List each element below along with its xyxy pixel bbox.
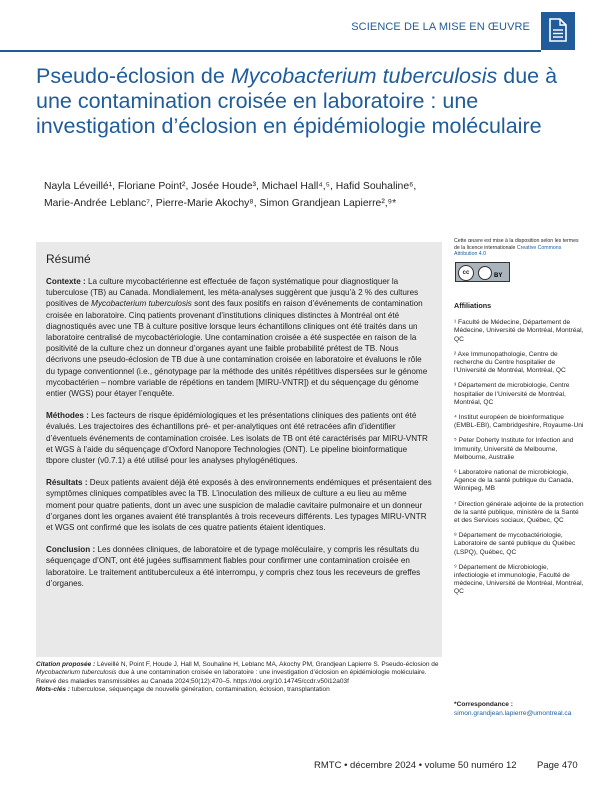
conclusion-text: Les données cliniques, de laboratoire et de typage moléculaire, y compris les résultats du séquençage d’ONT, ont été jugées suffisamment fiables pour confirmer une contamination croisée en laboratoire. Le traitement antituberculeux a été interrompu, y compris chez tous les receveurs de greffes d’organes. bbox=[46, 545, 421, 588]
by-person-icon bbox=[478, 266, 492, 280]
affiliation-item: ¹ Faculté de Médecine, Département de Médecine, Université de Montréal, Montréal, QC bbox=[454, 319, 584, 343]
article-title bbox=[36, 64, 581, 139]
affiliation-item: ⁷ Direction générale adjointe de la protection de la santé publique, ministère de la Santé et des Services sociaux, Québec, QC bbox=[454, 500, 584, 525]
keywords-label: Mots-clés : bbox=[36, 686, 70, 694]
citation-text-2: due à une contamination croisée en laboratoire : une investigation d’éclosion en épidémiologie moléculaire. Relevé des maladies transmissibles au Canada 2024;50(12):470–5. https://doi.org/10.14745/ccdr.v50i12a03f bbox=[36, 669, 427, 685]
section-label: SCIENCE DE LA MISE EN ŒUVRE bbox=[351, 21, 530, 33]
contexte-text-1: La culture mycobactérienne est effectuée de façon systématique pour diagnostiquer la tuberculose (TB) au Canada. Mondialement, les méta-analyses suggèrent que jusqu’à 2 % des cultures positives de bbox=[46, 277, 419, 309]
document-icon bbox=[541, 12, 575, 50]
affiliation-item: ⁹ Département de Microbiologie, infectiologie et immunologie, Faculté de médecine, Université de Montréal, Montréal, QC bbox=[454, 563, 584, 596]
affiliations-heading: Affiliations bbox=[454, 301, 492, 310]
authors-line-2: Marie-Andrée Leblanc⁷, Pierre-Marie Akochy⁸, Simon Grandjean Lapierre²,⁹* bbox=[44, 198, 397, 209]
page-header bbox=[0, 0, 612, 62]
page-number: Page 470 bbox=[537, 760, 578, 771]
affiliation-item: ⁴ Institut européen de bioinformatique (EMBL-EBI), Cambridgeshire, Royaume-Uni bbox=[454, 414, 584, 430]
methodes-text: Les facteurs de risque épidémiologiques et les présentations cliniques des patients ont été évalués. Les trajectoires des échantillons pré- et per-analytiques ont été retracées afin d’identifier d’éventuels événements de contamination croisée. Les isolats de TB ont été caractérisés par MIRU-VNTR et WGS à l’aide du séquençage d’Oxford Nanopore Technologies (ONT). Le pipeline bioinformatique tbpore cluster (v0.7.1) a été utilisé pour les analyses phylogénétiques. bbox=[46, 411, 428, 466]
citation-italic: Mycobacterium tuberculosis bbox=[36, 669, 117, 677]
summary-methodes bbox=[46, 410, 432, 466]
affiliation-item: ³ Département de microbiologie, Centre hospitalier de l’Université de Montréal, Montréal, QC bbox=[454, 382, 570, 406]
license-notice bbox=[454, 238, 584, 258]
title-text-1: Pseudo-éclosion de bbox=[36, 64, 231, 88]
citation-label: Citation proposée : bbox=[36, 661, 96, 668]
page-footer bbox=[0, 760, 612, 780]
keywords-text: tuberculose, séquençage de nouvelle génération, contamination, éclosion, transplantation bbox=[69, 686, 330, 694]
contexte-label: Contexte : bbox=[46, 277, 86, 286]
affiliation-item: ⁸ Département de mycobactériologie, Laboratoire de santé publique du Québec (LSPQ), Québec, QC bbox=[454, 532, 576, 556]
summary-contexte bbox=[46, 276, 432, 399]
summary-heading: Résumé bbox=[46, 252, 91, 266]
affiliation-item: ⁵ Peter Doherty Institute for Infection and Immunity, Université de Melbourne, Melbourne, Australie bbox=[454, 437, 574, 461]
header-rule bbox=[0, 50, 541, 52]
correspondence-label: *Correspondance : bbox=[454, 701, 513, 708]
summary-resultats bbox=[46, 477, 432, 533]
methodes-label: Méthodes : bbox=[46, 411, 89, 421]
affiliations bbox=[454, 302, 584, 604]
citation-block bbox=[36, 661, 446, 695]
conclusion-label: Conclusion : bbox=[46, 545, 96, 555]
document-glyph bbox=[549, 18, 567, 42]
keywords bbox=[36, 686, 446, 694]
suggested-citation bbox=[36, 661, 446, 686]
resultats-text: Deux patients avaient déjà été exposés à des environnements endémiques et présentaient des symptômes cliniques compatibles avec la TB. L’inoculation des milieux de culture a eu lieu au même moment pour quatre patients, dont un avec une suspicion de maladie cavitaire pulmonaire et un donneur d’organes dont les organes avaient été transplantés à trois receveurs différents. Les typages MIRU-VNTR et WGS ont confirmé que les isolats de ces quatre patients étaient identiques. bbox=[46, 478, 432, 533]
summary-box bbox=[36, 242, 442, 657]
correspondence-email-link[interactable]: simon.grandjean.lapierre@umontreal.ca bbox=[454, 710, 572, 717]
authors-line-1: Nayla Léveillé¹, Floriane Point², Josée Houde³, Michael Hall⁴,⁵, Hafid Souhaline⁶, bbox=[44, 181, 417, 192]
badge-by-label: BY bbox=[494, 273, 503, 279]
resultats-label: Résultats : bbox=[46, 478, 88, 488]
summary-conclusion bbox=[46, 544, 432, 589]
affiliation-item: ⁶ Laboratoire national de microbiologie, Agence de la santé publique du Canada, Winnipeg, MB bbox=[454, 469, 574, 493]
cc-by-badge[interactable] bbox=[455, 262, 510, 282]
contexte-text-2: sont des faux positifs en raison d’événements de contamination croisée en laboratoire. Cinq patients provenant d’institutions cliniques distinctes à Montréal ont été diagnostiqués avec une TB à culture positive lorsque leurs échantillons cliniques ont été traités dans un laboratoire centralisé de mycobactériologie. Une contamination croisée a été suspectée en raison de la positivité de la culture chez un donneur d’organes ayant une faible probabilité prétest de TB. Nous décrivons une pseudo-éclosion de TB due à une contamination croisée en laboratoire et évaluons le rôle du typage conventionnel (i.e., génotypage par la méthode des unités répétitives dispersées sur le génome mycobactérien – nombre variable de répétions en tandem [MIRU-VNTR]) et du séquençage du génome entier (WGS) pour étayer l’enquête. bbox=[46, 299, 428, 399]
contexte-italic: Mycobacterium tuberculosis bbox=[91, 299, 192, 309]
license-text: Cette œuvre est mise à la disposition selon les termes de la licence internationale bbox=[454, 238, 579, 251]
title-italic: Mycobacterium tuberculosis bbox=[230, 64, 498, 88]
cc-icon: cc bbox=[458, 265, 474, 281]
correspondence bbox=[454, 700, 584, 718]
title-text-2: due à une contamination croisée en laboratoire : une investigation d’éclosion en épidémiologie moléculaire bbox=[36, 64, 558, 138]
affiliation-item: ² Axe Immunopathologie, Centre de recherche du Centre hospitalier de l’Université de Montréal, Montréal, QC bbox=[454, 350, 566, 375]
author-list bbox=[44, 178, 564, 212]
journal-info: RMTC • décembre 2024 • volume 50 numéro 12 bbox=[314, 760, 517, 771]
citation-text-1: Léveillé N, Point F, Houde J, Hall M, Souhaline H, Leblanc MA, Akochy PM, Grandjean Lapierre S. Pseudo-éclosion de bbox=[95, 661, 439, 668]
summary-body bbox=[46, 276, 432, 600]
license-link[interactable]: Creative Commons Attribution 4.0 bbox=[454, 244, 562, 257]
